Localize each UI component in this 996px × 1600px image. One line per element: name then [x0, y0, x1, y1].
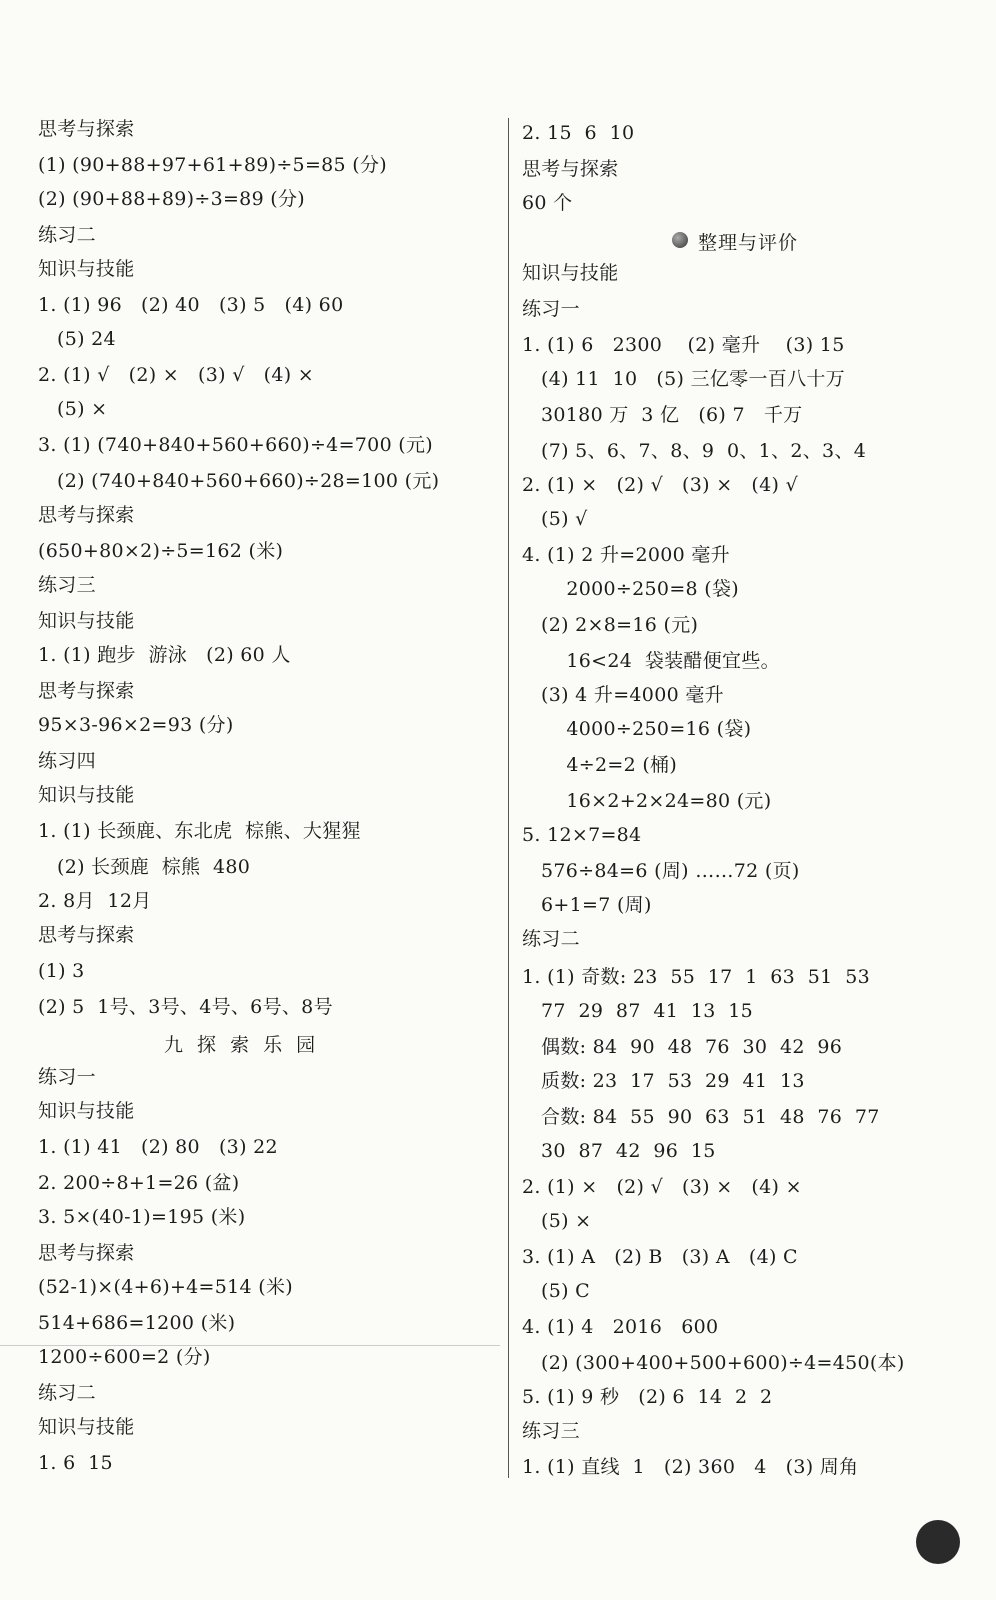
page-corner-mark [916, 1520, 960, 1564]
answer-line: 1. 6 15 [38, 1452, 113, 1474]
answer-line: (5) C [522, 1280, 591, 1302]
answer-line: (2) (90+88+89)÷3=89 (分) [38, 188, 306, 210]
heading: 练习一 [522, 298, 580, 320]
heading: 练习三 [38, 574, 96, 596]
answer-line: 4÷2=2 (桶) [522, 754, 678, 776]
answer-line: 3. 5×(40-1)=195 (米) [38, 1206, 246, 1228]
answer-line: 5. (1) 9 秒 (2) 6 14 2 2 [522, 1386, 773, 1408]
heading: 练习一 [38, 1066, 96, 1088]
answer-line: 1. (1) 6 2300 (2) 毫升 (3) 15 [522, 334, 845, 356]
answer-line: 2. (1) √ (2) × (3) √ (4) × [38, 364, 314, 386]
answer-line: 576÷84=6 (周) ……72 (页) [522, 860, 800, 882]
answer-line: (2) (740+840+560+660)÷28=100 (元) [38, 470, 440, 492]
column-divider [508, 118, 509, 1478]
answer-line: (2) 长颈鹿 棕熊 480 [38, 856, 251, 878]
answer-line: 6+1=7 (周) [522, 894, 652, 916]
answer-line: 2. 15 6 10 [522, 122, 635, 144]
answer-line: 2000÷250=8 (袋) [522, 578, 739, 600]
answer-line: 2. (1) × (2) √ (3) × (4) √ [522, 474, 798, 496]
answer-line: (1) 3 [38, 960, 85, 982]
answer-line: 偶数: 84 90 48 76 30 42 96 [522, 1036, 843, 1058]
answer-line: 2. (1) × (2) √ (3) × (4) × [522, 1176, 802, 1198]
answer-line: (2) 2×8=16 (元) [522, 614, 699, 636]
heading: 知识与技能 [38, 1416, 135, 1438]
answer-line: 77 29 87 41 13 15 [522, 1000, 754, 1022]
answer-line: 5. 12×7=84 [522, 824, 642, 846]
heading: 练习二 [38, 224, 96, 246]
answer-line: 60 个 [522, 192, 573, 214]
answer-line: 4. (1) 2 升=2000 毫升 [522, 544, 730, 566]
answer-line: 4. (1) 4 2016 600 [522, 1316, 719, 1338]
answer-line: 1. (1) 41 (2) 80 (3) 22 [38, 1136, 278, 1158]
heading: 练习三 [522, 1420, 580, 1442]
answer-line: 1. (1) 跑步 游泳 (2) 60 人 [38, 644, 291, 666]
answer-line: (2) (300+400+500+600)÷4=450(本) [522, 1352, 905, 1374]
answer-line: 2. 200÷8+1=26 (盆) [38, 1172, 240, 1194]
answer-line: 3. (1) (740+840+560+660)÷4=700 (元) [38, 434, 434, 456]
heading: 知识与技能 [38, 610, 135, 632]
heading: 思考与探索 [38, 118, 135, 140]
heading: 思考与探索 [522, 158, 619, 180]
answer-line: (650+80×2)÷5=162 (米) [38, 540, 284, 562]
heading: 思考与探索 [38, 680, 135, 702]
heading: 知识与技能 [38, 258, 135, 280]
answer-line: 1. (1) 96 (2) 40 (3) 5 (4) 60 [38, 294, 344, 316]
answer-line: 4000÷250=16 (袋) [522, 718, 752, 740]
answer-line: 合数: 84 55 90 63 51 48 76 77 [522, 1106, 880, 1128]
answer-line: (4) 11 10 (5) 三亿零一百八十万 [522, 368, 845, 390]
heading: 知识与技能 [38, 1100, 135, 1122]
bullet-dot-icon [672, 232, 688, 248]
section-title: 九 探 索 乐 园 [164, 1034, 320, 1056]
answer-line: 1200÷600=2 (分) [38, 1346, 211, 1368]
answer-line: (5) × [522, 1210, 592, 1232]
answer-line: 30180 万 3 亿 (6) 7 千万 [522, 404, 803, 426]
answer-line: 2. 8月 12月 [38, 890, 152, 912]
answer-line: 3. (1) A (2) B (3) A (4) C [522, 1246, 798, 1268]
answer-line: (3) 4 升=4000 毫升 [522, 684, 724, 706]
heading: 练习四 [38, 750, 96, 772]
answer-line: 16×2+2×24=80 (元) [522, 790, 772, 812]
answer-line: 1. (1) 直线 1 (2) 360 4 (3) 周角 [522, 1456, 859, 1478]
answer-line: (7) 5、6、7、8、9 0、1、2、3、4 [522, 440, 867, 462]
answer-line: 30 87 42 96 15 [522, 1140, 716, 1162]
answer-line: 1. (1) 奇数: 23 55 17 1 63 51 53 [522, 966, 870, 988]
heading: 知识与技能 [522, 262, 619, 284]
answer-line: 质数: 23 17 53 29 41 13 [522, 1070, 805, 1092]
answer-line: (5) √ [522, 508, 588, 530]
section-title: 整理与评价 [698, 232, 799, 254]
heading: 思考与探索 [38, 504, 135, 526]
answer-line: 16<24 袋装醋便宜些。 [522, 650, 780, 672]
heading: 练习二 [522, 928, 580, 950]
answer-line: 1. (1) 长颈鹿、东北虎 棕熊、大猩猩 [38, 820, 361, 842]
heading: 思考与探索 [38, 1242, 135, 1264]
answer-line: (5) 24 [38, 328, 116, 350]
answer-line: (2) 5 1号、3号、4号、6号、8号 [38, 996, 333, 1018]
heading: 练习二 [38, 1382, 96, 1404]
answer-line: (1) (90+88+97+61+89)÷5=85 (分) [38, 154, 388, 176]
answer-line: (52-1)×(4+6)+4=514 (米) [38, 1276, 294, 1298]
heading: 知识与技能 [38, 784, 135, 806]
answer-line: (5) × [38, 398, 108, 420]
heading: 思考与探索 [38, 924, 135, 946]
answer-line: 95×3-96×2=93 (分) [38, 714, 234, 736]
answer-line: 514+686=1200 (米) [38, 1312, 236, 1334]
